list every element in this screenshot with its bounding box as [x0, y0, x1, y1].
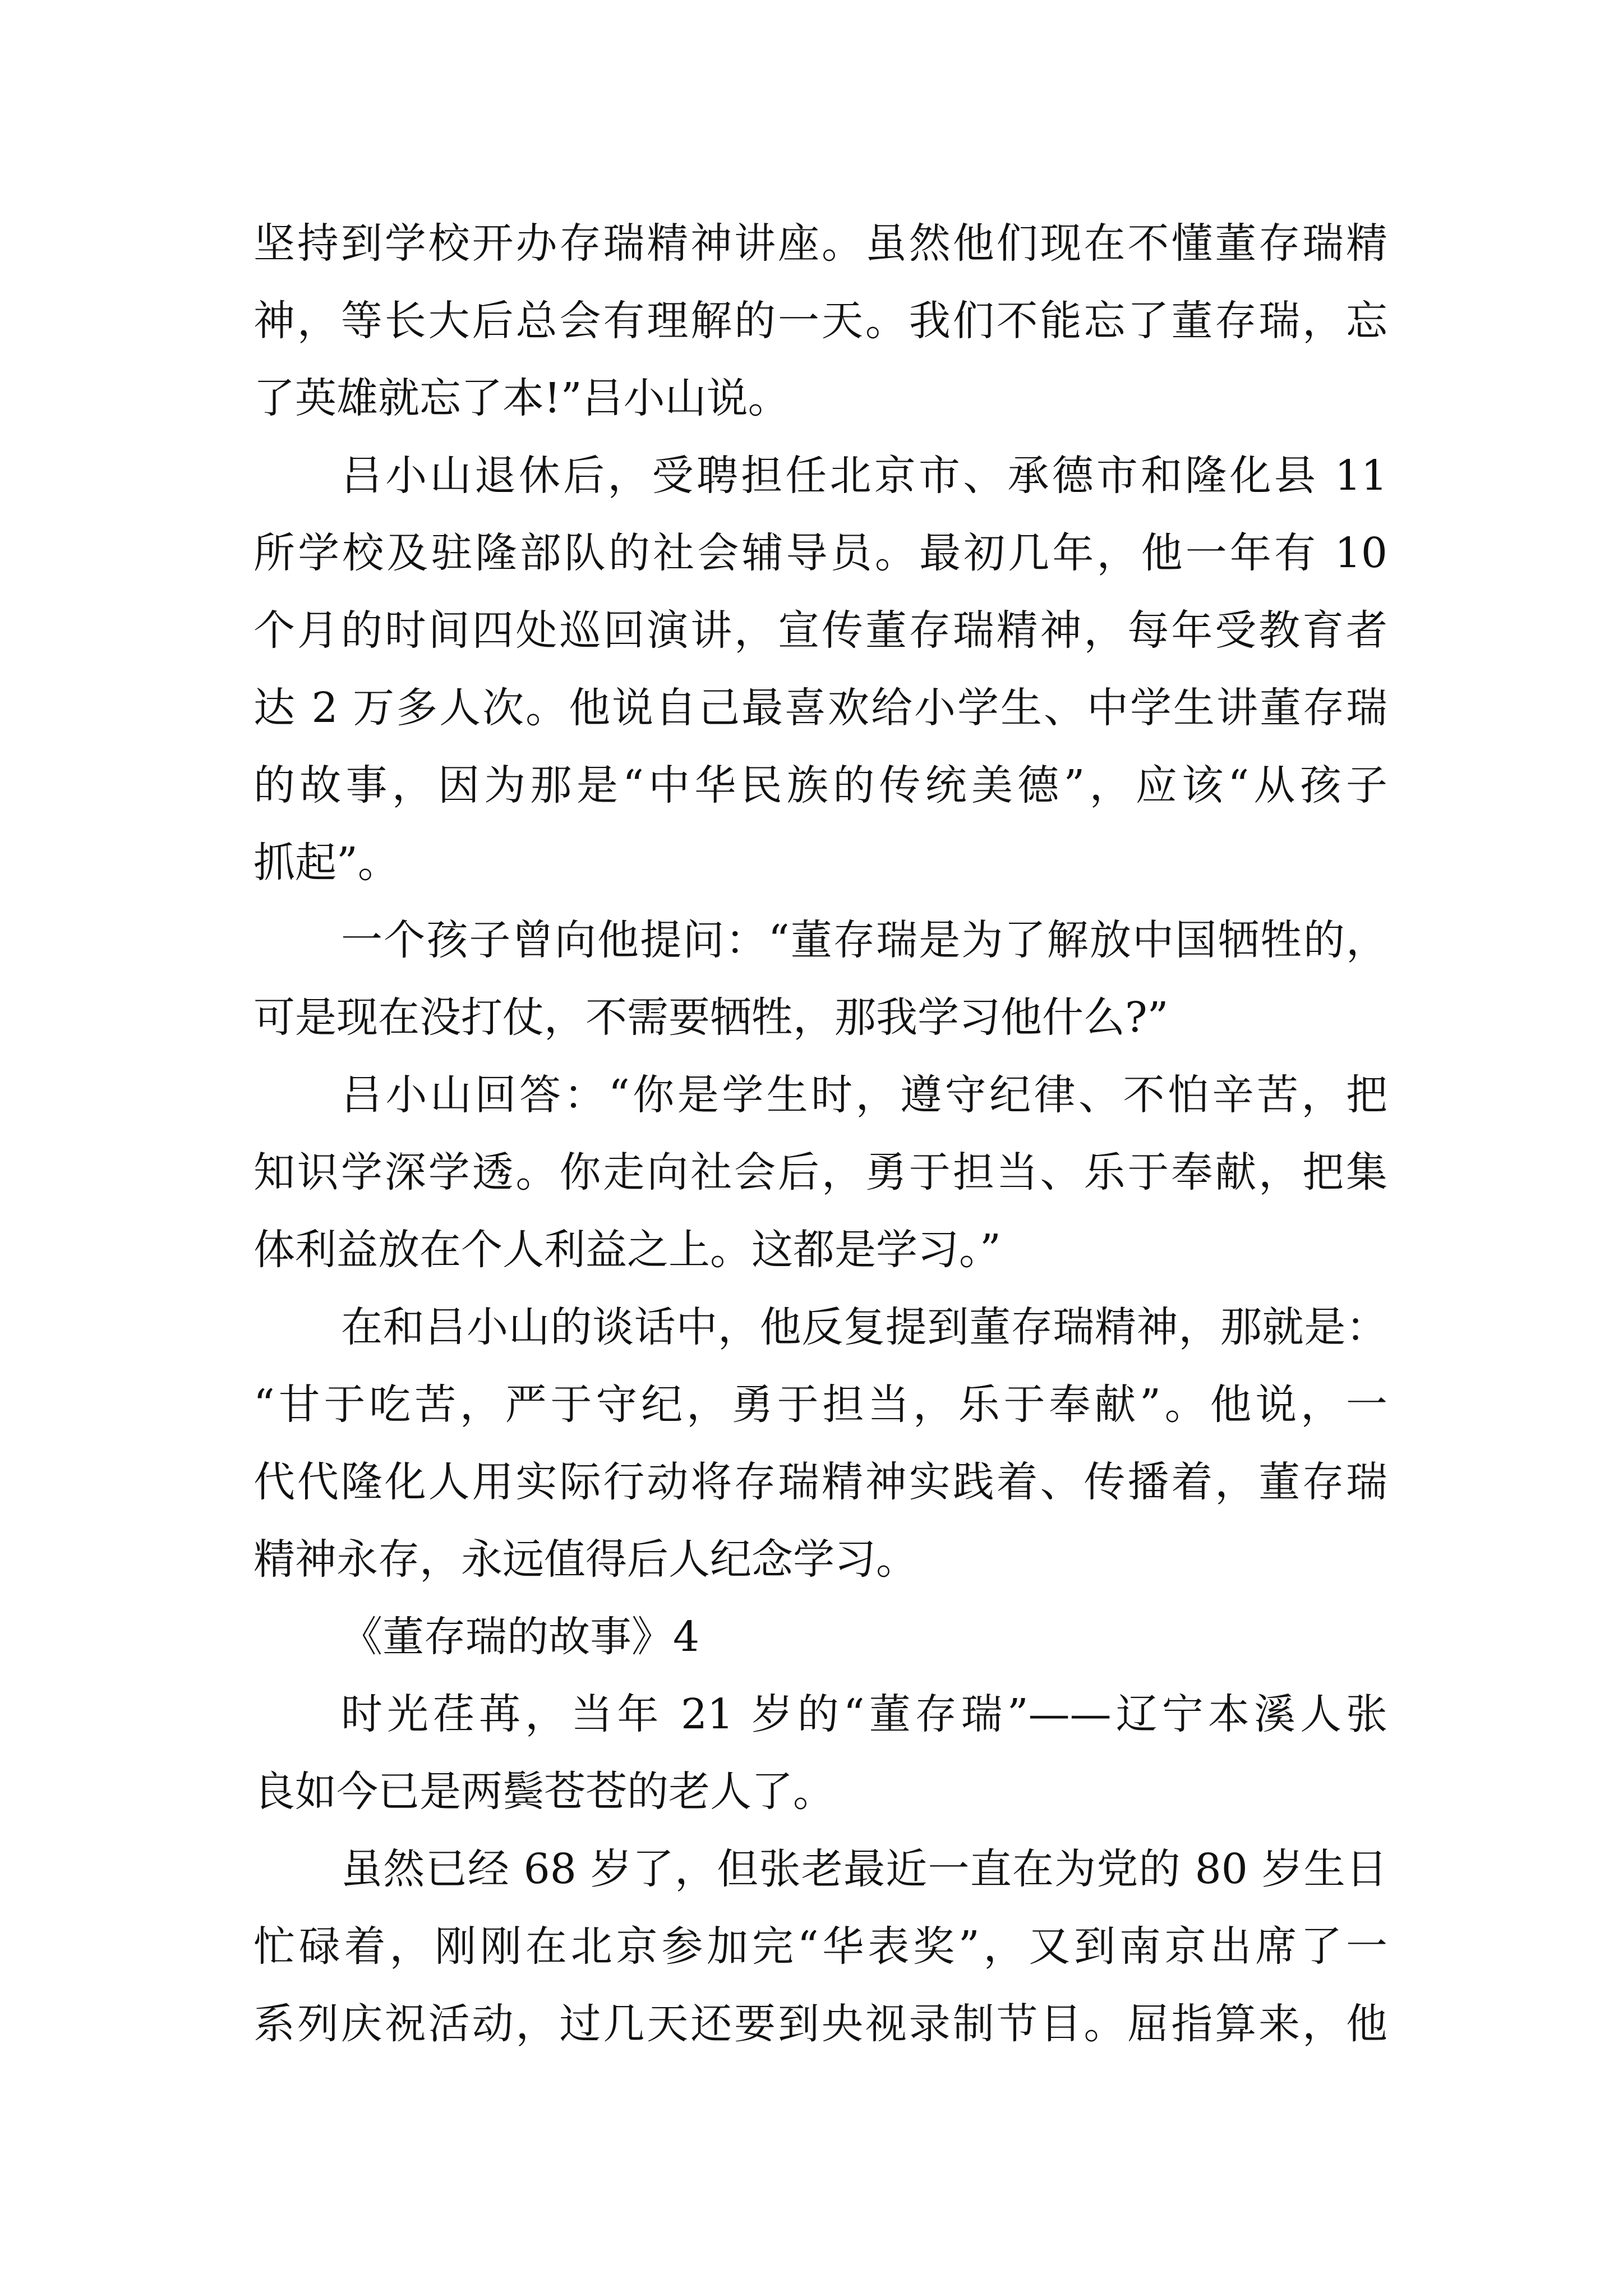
- section-heading-text: 《董存瑞的故事》4: [341, 1613, 700, 1661]
- text-line: 知识学深学透。你走向社会后，勇于担当、乐于奉献，把集: [253, 1148, 1387, 1197]
- text-line: 吕小山退休后，受聘担任北京市、承德市和隆化县 11: [341, 452, 1387, 500]
- paragraph: [253, 1056, 1387, 1289]
- text-line: 的故事，因为那是“中华民族的传统美德”，应该“从孩子: [253, 761, 1387, 809]
- text-line: 一个孩子曾向他提问：“董存瑞是为了解放中国牺牲的，: [341, 916, 1387, 964]
- text-line: 精神永存，永远值得后人纪念学习。: [253, 1535, 917, 1584]
- paragraph: [253, 1676, 1387, 1830]
- text-line: 抓起”。: [253, 839, 399, 887]
- text-line: 体利益放在个人利益之上。这都是学习。”: [253, 1226, 1001, 1274]
- text-line: 坚持到学校开办存瑞精神讲座。虽然他们现在不懂董存瑞精: [253, 219, 1387, 268]
- document-body: [253, 205, 1387, 2063]
- text-line: 时光荏苒，当年 21 岁的“董存瑞”——辽宁本溪人张: [341, 1690, 1387, 1738]
- text-line: 系列庆祝活动，过几天还要到央视录制节目。屈指算来，他: [253, 2000, 1387, 2048]
- paragraph: [253, 437, 1387, 901]
- paragraph: [253, 901, 1387, 1056]
- text-line: 了英雄就忘了本!”吕小山说。: [253, 374, 790, 422]
- text-line: “甘于吃苦，严于守纪，勇于担当，乐于奉献”。他说，一: [253, 1381, 1387, 1429]
- text-line: 可是现在没打仗，不需要牺牲，那我学习他什么?”: [253, 993, 1169, 1042]
- text-line: 在和吕小山的谈话中，他反复提到董存瑞精神，那就是：: [341, 1303, 1387, 1351]
- paragraph: [253, 1289, 1387, 1598]
- paragraph: [253, 1830, 1387, 2063]
- text-line: 神，等长大后总会有理解的一天。我们不能忘了董存瑞，忘: [253, 297, 1387, 345]
- text-line: 吕小山回答：“你是学生时，遵守纪律、不怕辛苦，把: [341, 1071, 1387, 1119]
- text-line: 代代隆化人用实际行动将存瑞精神实践着、传播着，董存瑞: [253, 1458, 1387, 1506]
- text-line: 所学校及驻隆部队的社会辅导员。最初几年，他一年有 10: [253, 529, 1387, 577]
- text-line: 虽然已经 68 岁了，但张老最近一直在为党的 80 岁生日: [341, 1845, 1387, 1893]
- text-line: 忙碌着，刚刚在北京参加完“华表奖”，又到南京出席了一: [253, 1922, 1387, 1971]
- text-line: 良如今已是两鬓苍苍的老人了。: [253, 1768, 834, 1816]
- paragraph-continuation: [253, 205, 1387, 437]
- text-line: 达 2 万多人次。他说自己最喜欢给小学生、中学生讲董存瑞: [253, 684, 1387, 732]
- section-heading: [253, 1598, 1387, 1676]
- text-line: 个月的时间四处巡回演讲，宣传董存瑞精神，每年受教育者: [253, 606, 1387, 655]
